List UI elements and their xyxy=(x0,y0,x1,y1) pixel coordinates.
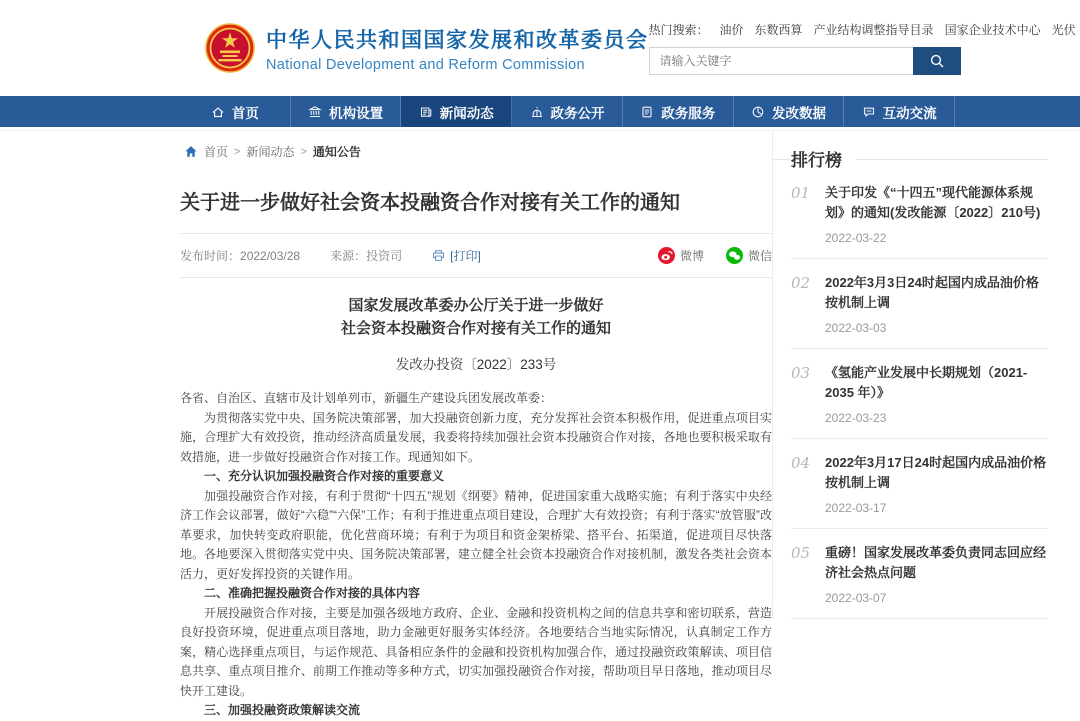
rank-number: 03 xyxy=(791,364,811,382)
article-paragraph: 为贯彻落实党中央、国务院决策部署，加大投融资创新力度，充分发挥社会资本积极作用，促进重点项目实施，合理扩大有效投资，推动经济高质量发展，我委将持续加强社会资本投融资合作对接，各地也要积极采取有效措施，进一步做好投融资合作对接工作。现通知如下。 xyxy=(180,410,772,464)
article-paragraph: 加强投融资合作对接，有利于贯彻“十四五”规划《纲要》精神，促进国家重大战略实施；有利于落实中央经济工作会议部署，做好“六稳”“六保”工作；有利于推进重点项目建设，合理扩大有效投资；有利于落实“放管服”改革要求，加快转变政府职能，优化营商环境；有利于为项目和资金架桥梁、搭平台、拓渠道，促进项目尽快落地。各地要深入贯彻落实党中央、国务院决策部署，建立健全社会资本投融资合作对接机制，激发各类社会资本活力，更好发挥投资的关键作用。 xyxy=(180,488,772,581)
share-weibo-label: 微博 xyxy=(679,249,704,263)
article-title: 关于进一步做好社会资本投融资合作对接有关工作的通知 xyxy=(180,192,680,214)
hot-search-term[interactable]: 东数西算 xyxy=(754,23,803,37)
share-weibo-button[interactable] xyxy=(658,247,704,264)
article-paragraph: 三、加强投融资政策解读交流 xyxy=(204,703,361,717)
ranking-item-body xyxy=(825,363,1048,425)
nav-item-gov-service[interactable] xyxy=(623,96,734,127)
publish-label: 发布时间： xyxy=(180,249,241,263)
publish-date: 2022/03/28 xyxy=(240,249,301,263)
source-value: 投资司 xyxy=(366,249,403,263)
site-title-cn: 中华人民共和国国家发展和改革委员会 xyxy=(266,28,649,52)
print-label: [打印] xyxy=(450,249,481,263)
brand-text xyxy=(266,24,649,73)
content xyxy=(0,131,1080,721)
hot-search-label: 热门搜索： xyxy=(648,23,709,37)
gov-service-icon xyxy=(640,105,654,119)
search-box xyxy=(649,47,961,75)
ranking-item-title[interactable]: 关于印发《“十四五”现代能源体系规划》的通知(发改能源〔2022〕210号) xyxy=(825,185,1041,220)
gov-info-icon xyxy=(530,105,544,119)
article xyxy=(180,186,772,721)
institution-icon xyxy=(308,105,322,119)
article-paragraph: 二、准确把握投融资合作对接的具体内容 xyxy=(204,586,421,600)
breadcrumb-separator: > xyxy=(234,145,241,158)
ranking-item-date: 2022-03-23 xyxy=(825,411,887,425)
search-area xyxy=(648,21,1076,75)
nav-label: 机构设置 xyxy=(329,105,384,121)
search-button[interactable] xyxy=(913,47,961,75)
document-title xyxy=(180,294,772,340)
document-title-line2: 社会资本投融资合作对接有关工作的通知 xyxy=(340,320,611,337)
ranking-item-date: 2022-03-03 xyxy=(825,321,887,335)
ranking-item-title[interactable]: 《氢能产业发展中长期规划（2021-2035 年）》 xyxy=(825,365,1028,400)
nav-item-institution[interactable] xyxy=(291,96,402,127)
ranking-item-body xyxy=(825,273,1048,335)
share-bar xyxy=(636,247,772,264)
ranking-item[interactable] xyxy=(791,349,1048,439)
breadcrumb-link-news[interactable]: 新闻动态 xyxy=(246,145,295,159)
hot-search-term[interactable]: 国家企业技术中心 xyxy=(944,23,1041,37)
ranking-item-body xyxy=(825,543,1048,605)
data-icon xyxy=(751,105,765,119)
ranking-item-date: 2022-03-07 xyxy=(825,591,887,605)
ranking-header xyxy=(791,147,1048,169)
rank-number: 04 xyxy=(791,454,811,472)
publish-time xyxy=(180,247,300,264)
hot-search xyxy=(648,21,1076,38)
source xyxy=(330,247,402,264)
ranking-item[interactable] xyxy=(791,169,1048,259)
national-emblem-logo xyxy=(205,23,255,73)
ranking-item[interactable] xyxy=(791,529,1048,619)
ranking-item-date: 2022-03-17 xyxy=(825,501,887,515)
ranking-title: 排行榜 xyxy=(791,146,856,171)
main-column xyxy=(180,131,772,721)
weibo-icon xyxy=(658,247,675,264)
search-input[interactable] xyxy=(649,47,913,75)
divider xyxy=(180,277,772,278)
brand xyxy=(205,23,649,73)
ranking-item-body xyxy=(825,183,1048,245)
source-label: 来源： xyxy=(330,249,367,263)
nav-label: 新闻动态 xyxy=(439,105,494,121)
main-nav xyxy=(0,96,1080,127)
document-number: 发改办投资〔2022〕233号 xyxy=(395,357,557,372)
document-title-line1: 国家发展改革委办公厅关于进一步做好 xyxy=(348,297,604,314)
ranking-sidebar xyxy=(772,131,1060,619)
nav-label: 互动交流 xyxy=(882,105,937,121)
breadcrumb-link-home[interactable]: 首页 xyxy=(204,145,229,159)
ranking-item-title[interactable]: 2022年3月3日24时起国内成品油价格按机制上调 xyxy=(825,275,1039,310)
breadcrumb-current: 通知公告 xyxy=(312,145,361,159)
article-meta xyxy=(180,234,772,277)
breadcrumb-home-icon xyxy=(184,145,198,158)
news-icon xyxy=(419,105,433,119)
printer-icon xyxy=(432,249,445,262)
search-icon xyxy=(929,53,945,69)
share-wechat-label: 微信 xyxy=(747,249,772,263)
nav-label: 首页 xyxy=(231,105,259,121)
nav-item-home[interactable] xyxy=(180,96,291,127)
ranking-item-title[interactable]: 重磅！国家发展改革委负责同志回应经济社会热点问题 xyxy=(825,545,1047,580)
nav-item-interaction[interactable] xyxy=(844,96,955,127)
article-paragraph: 一、充分认识加强投融资合作对接的重要意义 xyxy=(204,469,445,483)
hot-search-term[interactable]: 产业结构调整指导目录 xyxy=(813,23,934,37)
nav-item-news[interactable] xyxy=(401,96,512,127)
hot-search-term[interactable]: 光伏 xyxy=(1051,23,1076,37)
nav-label: 政务公开 xyxy=(550,105,605,121)
ranking-item-body xyxy=(825,453,1048,515)
rank-number: 02 xyxy=(791,274,811,292)
nav-label: 发改数据 xyxy=(771,105,826,121)
share-wechat-button[interactable] xyxy=(726,247,772,264)
rank-number: 05 xyxy=(791,544,811,562)
home-icon xyxy=(211,105,225,119)
interaction-icon xyxy=(862,105,876,119)
nav-label: 政务服务 xyxy=(661,105,716,121)
breadcrumb xyxy=(180,131,772,160)
ranking-item-date: 2022-03-22 xyxy=(825,231,887,245)
ranking-list xyxy=(791,169,1048,619)
breadcrumb-separator: > xyxy=(300,145,307,158)
wechat-icon xyxy=(726,247,743,264)
article-body xyxy=(180,389,772,721)
hot-search-term[interactable]: 油价 xyxy=(719,23,744,37)
article-paragraph: 开展投融资合作对接，主要是加强各级地方政府、企业、金融和投资机构之间的信息共享和密切联系，营造良好投资环境，促进重点项目落地，助力金融更好服务实体经济。各地要结合当地实际情况，认真制定工作方案，精心选择重点项目，与运作规范、具备相应条件的金融和投资机构加强合作，通过投融资政策解读、项目信息共享、重点项目推介、前期工作推动等多种方式，切实加强投融资合作对接，帮助项目早日落地，推动项目尽快开工建设。 xyxy=(180,605,772,698)
rank-number: 01 xyxy=(791,184,811,202)
nav-item-data[interactable] xyxy=(734,96,845,127)
ranking-item-title[interactable]: 2022年3月17日24时起国内成品油价格按机制上调 xyxy=(825,455,1047,490)
nav-item-gov-info[interactable] xyxy=(512,96,623,127)
site-header xyxy=(0,0,1080,96)
ranking-item[interactable] xyxy=(791,259,1048,349)
ranking-item[interactable] xyxy=(791,439,1048,529)
print-button[interactable] xyxy=(432,247,481,264)
site-title-en: National Development and Reform Commission xyxy=(266,56,585,73)
article-paragraph: 各省、自治区、直辖市及计划单列市，新疆生产建设兵团发展改革委： xyxy=(180,391,553,405)
